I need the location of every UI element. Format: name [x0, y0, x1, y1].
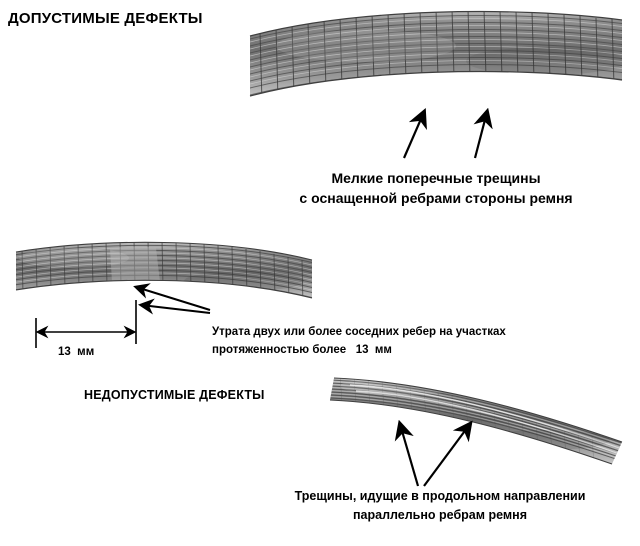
arrow-to-transverse-crack-left	[404, 112, 424, 158]
caption-missing-ribs-line2: протяженностью более 13 мм	[212, 344, 392, 356]
caption-minor-cracks-line2: с оснащенной ребрами стороны ремня	[299, 190, 573, 206]
belt-bottom-longitudinal-cracks	[330, 368, 625, 468]
heading-acceptable-defects: ДОПУСТИМЫЕ ДЕФЕКТЫ	[8, 10, 203, 27]
belt-top-transverse-cracks	[246, 6, 626, 116]
caption-longitudinal-line1: Трещины, идущие в продольном направлении	[294, 489, 586, 503]
belt-middle-missing-ribs	[14, 236, 314, 316]
caption-missing-ribs-line1: Утрата двух или более соседних ребер на участках	[212, 326, 506, 338]
caption-minor-cracks-line1: Мелкие поперечные трещины	[331, 170, 541, 186]
caption-longitudinal-line2: параллельно ребрам ремня	[352, 508, 527, 522]
arrow-to-transverse-crack-right	[475, 112, 487, 158]
heading-unacceptable-defects: НЕДОПУСТИМЫЕ ДЕФЕКТЫ	[84, 388, 265, 402]
dimension-label-13mm: 13 мм	[58, 346, 95, 358]
